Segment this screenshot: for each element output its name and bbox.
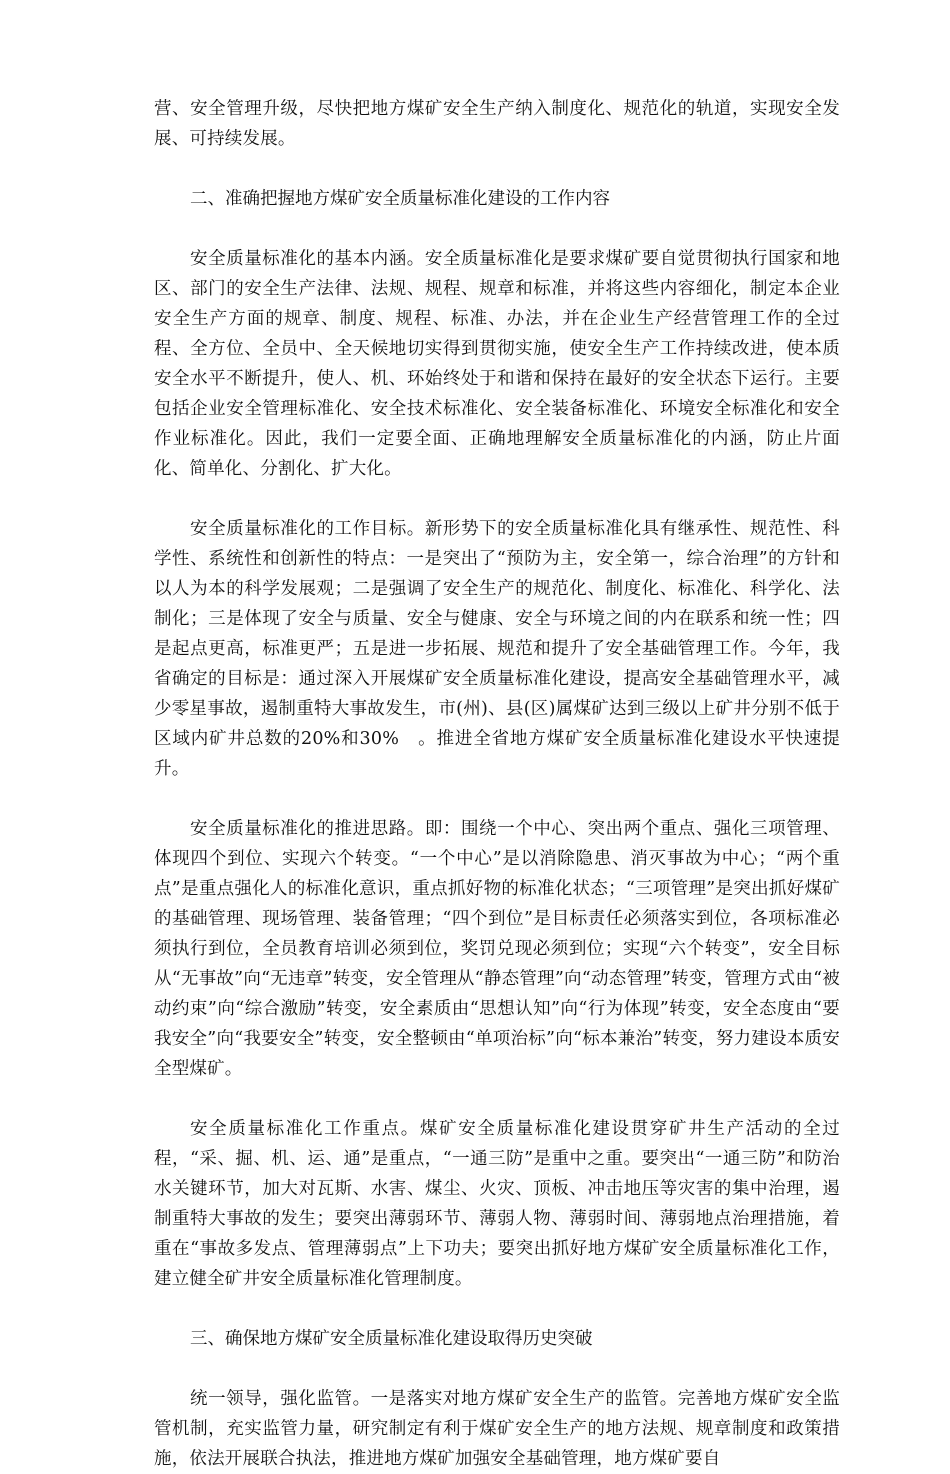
section-heading-3: 三、确保地方煤矿安全质量标准化建设取得历史突破 (190, 1329, 593, 1349)
paragraph-work-goals: 安全质量标准化的工作目标。新形势下的安全质量标准化具有继承性、规范性、科学性、系统性和创新性的特点：一是突出了“预防为主，安全第一，综合治理”的方针和以人为本的科学发展观；二是强调了安全生产的规范化、制度化、标准化、科学化、法制化；三是体现了安全与质量、安全与健康、安全与环境之间的内在联系和统一性；四是起点更高，标准更严；五是进一步拓展、规范和提升了安全基础管理工作。今年，我省确定的目标是：通过深入开展煤矿安全质量标准化建设，提高安全基础管理水平，减少零星事故，遏制重特大事故发生，市(州)、县(区)属煤矿达到三级以上矿井分别不低于区域内矿井总数的20%和30% 。推进全省地方煤矿安全质量标准化建设水平快速提升。 (154, 519, 840, 779)
section-heading-2: 二、准确把握地方煤矿安全质量标准化建设的工作内容 (190, 189, 610, 209)
paragraph-continuation: 营、安全管理升级，尽快把地方煤矿安全生产纳入制度化、规范化的轨道，实现安全发展、可持续发展。 (154, 99, 840, 149)
paragraph-promotion-approach: 安全质量标准化的推进思路。即：围绕一个中心、突出两个重点、强化三项管理、体现四个到位、实现六个转变。“一个中心”是以消除隐患、消灭事故为中心；“两个重点”是重点强化人的标准化意识，重点抓好物的标准化状态；“三项管理”是突出抓好煤矿的基础管理、现场管理、装备管理；“四个到位”是目标责任必须落实到位，各项标准必须执行到位，全员教育培训必须到位，奖罚兑现必须到位；实现“六个转变”，安全目标从“无事故”向“无违章”转变，安全管理从“静态管理”向“动态管理”转变，管理方式由“被动约束”向“综合激励”转变，安全素质由“思想认知”向“行为体现”转变，安全态度由“要我安全”向“我要安全”转变，安全整顿由“单项治标”向“标本兼治”转变，努力建设本质安全型煤矿。 (154, 819, 840, 1079)
paragraph-basic-connotation: 安全质量标准化的基本内涵。安全质量标准化是要求煤矿要自觉贯彻执行国家和地区、部门的安全生产法律、法规、规程、规章和标准，并将这些内容细化，制定本企业安全生产方面的规章、制度、规程、标准、办法，并在企业生产经营管理工作的全过程、全方位、全员中、全天候地切实得到贯彻实施，使安全生产工作持续改进，使本质安全水平不断提升，使人、机、环始终处于和谐和保持在最好的安全状态下运行。主要包括企业安全管理标准化、安全技术标准化、安全装备标准化、环境安全标准化和安全作业标准化。因此，我们一定要全面、正确地理解安全质量标准化的内涵，防止片面化、简单化、分割化、扩大化。 (154, 249, 840, 479)
paragraph-work-focus: 安全质量标准化工作重点。煤矿安全质量标准化建设贯穿矿井生产活动的全过程，“采、掘、机、运、通”是重点，“一通三防”是重中之重。要突出“一通三防”和防治水关键环节，加大对瓦斯、水害、煤尘、火灾、顶板、冲击地压等灾害的集中治理，遏制重特大事故的发生；要突出薄弱环节、薄弱人物、薄弱时间、薄弱地点治理措施，着重在“事故多发点、管理薄弱点”上下功夫；要突出抓好地方煤矿安全质量标准化工作，建立健全矿井安全质量标准化管理制度。 (154, 1119, 840, 1289)
paragraph-unified-leadership: 统一领导，强化监管。一是落实对地方煤矿安全生产的监管。完善地方煤矿安全监管机制，充实监管力量，研究制定有利于煤矿安全生产的地方法规、规章制度和政策措施，依法开展联合执法，推进地方煤矿加强安全基础管理，地方煤矿要自 (154, 1389, 840, 1469)
